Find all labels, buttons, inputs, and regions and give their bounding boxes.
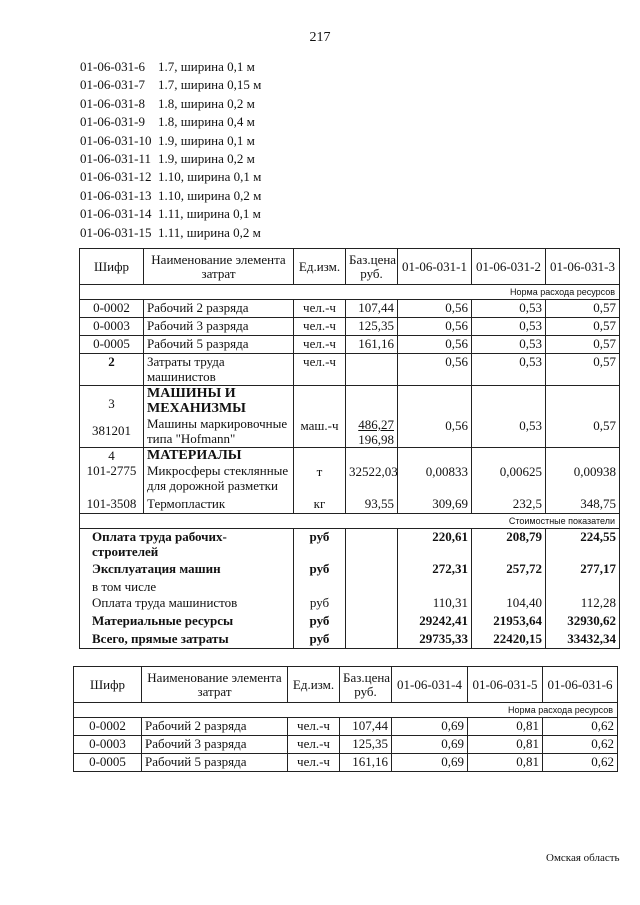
cost-price xyxy=(346,529,398,561)
cell-unit: чел.-ч xyxy=(294,336,346,354)
cell-name: Рабочий 2 разряда xyxy=(144,300,294,318)
code-desc: 1.11, ширина 0,1 м xyxy=(158,206,261,222)
header-name: Наименование элемента затрат xyxy=(142,667,288,703)
header-col-2: 01-06-031-2 xyxy=(472,249,546,285)
cell-value: 0,62 xyxy=(543,736,618,754)
cell-value: 0,57 xyxy=(546,318,620,336)
cost-label: Стоимостные показатели xyxy=(80,514,620,529)
code-desc: 1.10, ширина 0,2 м xyxy=(158,187,262,203)
code-list-item xyxy=(80,95,261,113)
cell-unit: маш.-ч xyxy=(294,386,346,448)
cell-code: 0-0003 xyxy=(80,318,144,336)
cell-value: 0,53 xyxy=(472,300,546,318)
material-code: 101-2775 xyxy=(86,463,137,478)
cell-value: 0,53 xyxy=(472,354,546,386)
cost-value: 208,79 xyxy=(472,529,546,561)
code-desc: 1.8, ширина 0,2 м xyxy=(158,95,255,111)
cell-name: Рабочий 3 разряда xyxy=(142,736,288,754)
cell-value: 0,57 xyxy=(546,354,620,386)
cell-value: 232,5 xyxy=(472,496,546,514)
cell-price: 107,44 xyxy=(346,300,398,318)
code-id: 01-06-031-13 xyxy=(80,187,152,203)
code-desc: 1.7, ширина 0,15 м xyxy=(158,77,262,93)
page-number: 217 xyxy=(309,30,331,45)
header-name: Наименование элемента затрат xyxy=(144,249,294,285)
code-desc: 1.9, ширина 0,2 м xyxy=(158,150,255,166)
cell-code: 2 xyxy=(80,354,144,386)
cell-price: 125,35 xyxy=(340,736,392,754)
cell-unit: чел.-ч xyxy=(288,754,340,772)
machine-code: 381201 xyxy=(92,422,131,438)
cell-value: 0,00938 xyxy=(546,448,620,496)
code-list-item xyxy=(80,113,261,131)
cost-price xyxy=(346,613,398,631)
table-row xyxy=(80,300,620,318)
table-row xyxy=(74,754,618,772)
cost-subheader-row xyxy=(80,514,620,529)
norm-label: Норма расхода ресурсов xyxy=(74,703,618,718)
cell-value: 0,62 xyxy=(543,718,618,736)
cost-name: Всего, прямые затраты xyxy=(80,631,294,649)
cell-unit: чел.-ч xyxy=(294,300,346,318)
cell-value: 0,56 xyxy=(398,318,472,336)
code-id: 01-06-031-14 xyxy=(80,206,152,222)
cell-name: Рабочий 2 разряда xyxy=(142,718,288,736)
cost-value: 21953,64 xyxy=(472,613,546,631)
cell-name xyxy=(144,448,294,496)
code-id: 01-06-031-6 xyxy=(80,59,145,74)
section-number: 3 xyxy=(108,395,115,411)
header-col-1: 01-06-031-4 xyxy=(392,667,468,703)
cost-row xyxy=(80,579,620,595)
cost-value: 29242,41 xyxy=(398,613,472,631)
code-list-item xyxy=(80,58,261,76)
cell-value: 0,56 xyxy=(398,336,472,354)
cell-price: 32522,03 xyxy=(346,448,398,496)
cell-value: 348,75 xyxy=(546,496,620,514)
cost-value: 104,40 xyxy=(472,595,546,613)
cost-row xyxy=(80,595,620,613)
cell-value: 0,62 xyxy=(543,754,618,772)
cost-value: 277,17 xyxy=(546,561,620,579)
cost-value xyxy=(546,579,620,595)
cost-value: 32930,62 xyxy=(546,613,620,631)
cell-value: 0,81 xyxy=(468,718,543,736)
cost-price xyxy=(346,579,398,595)
cell-value: 0,56 xyxy=(398,386,472,448)
code-desc: 1.9, ширина 0,1 м xyxy=(158,132,255,148)
cell-unit: чел.-ч xyxy=(294,354,346,386)
cost-unit: руб xyxy=(294,631,346,649)
table-row xyxy=(80,354,620,386)
code-desc: 1.7, ширина 0,1 м xyxy=(158,59,255,74)
cost-value: 220,61 xyxy=(398,529,472,561)
cost-row xyxy=(80,631,620,649)
table-header-row xyxy=(80,249,620,285)
cell-unit: чел.-ч xyxy=(288,736,340,754)
cost-value: 257,72 xyxy=(472,561,546,579)
header-code: Шифр xyxy=(74,667,142,703)
cost-value: 112,28 xyxy=(546,595,620,613)
cell-code: 101-3508 xyxy=(80,496,144,514)
cell-price xyxy=(346,386,398,448)
cost-price xyxy=(346,595,398,613)
table-row-materials xyxy=(80,448,620,496)
cost-name: Эксплуатация машин xyxy=(80,561,294,579)
table-row-machines xyxy=(80,386,620,448)
cell-name: Затраты труда машинистов xyxy=(144,354,294,386)
code-desc: 1.8, ширина 0,4 м xyxy=(158,114,255,130)
cost-unit: руб xyxy=(294,613,346,631)
cell-value: 0,69 xyxy=(392,754,468,772)
cell-unit: кг xyxy=(294,496,346,514)
cell-code xyxy=(80,448,144,496)
cell-price: 125,35 xyxy=(346,318,398,336)
code-id: 01-06-031-11 xyxy=(80,150,152,166)
resource-table-1 xyxy=(79,248,620,649)
code-list-item xyxy=(80,205,261,223)
cell-price: 93,55 xyxy=(346,496,398,514)
cell-value: 0,56 xyxy=(398,300,472,318)
cost-unit: руб xyxy=(294,595,346,613)
table-row xyxy=(74,718,618,736)
table-row xyxy=(80,496,620,514)
cell-value: 0,53 xyxy=(472,318,546,336)
code-id: 01-06-031-12 xyxy=(80,169,152,185)
cell-unit: чел.-ч xyxy=(288,718,340,736)
code-list-item xyxy=(80,132,261,150)
machine-name: Машины маркировочные типа "Hofmann" xyxy=(147,416,288,446)
cell-code: 0-0002 xyxy=(80,300,144,318)
table-row xyxy=(80,318,620,336)
cell-code xyxy=(80,386,144,448)
code-id: 01-06-031-15 xyxy=(80,224,152,240)
resource-table-2 xyxy=(73,666,618,772)
cell-value: 0,00833 xyxy=(398,448,472,496)
cost-name: Оплата труда машинистов xyxy=(80,595,294,613)
cost-row xyxy=(80,613,620,631)
code-id: 01-06-031-7 xyxy=(80,77,145,93)
code-id: 01-06-031-10 xyxy=(80,132,152,148)
cell-name: Рабочий 5 разряда xyxy=(142,754,288,772)
cost-price xyxy=(346,561,398,579)
cost-value: 29735,33 xyxy=(398,631,472,649)
header-col-3: 01-06-031-6 xyxy=(543,667,618,703)
cell-unit: т xyxy=(294,448,346,496)
cost-unit: руб xyxy=(294,529,346,561)
code-list-item xyxy=(80,76,261,94)
section-number: 4 xyxy=(108,448,115,463)
cell-value: 0,53 xyxy=(472,336,546,354)
header-col-3: 01-06-031-3 xyxy=(546,249,620,285)
machine-price: 486,27 xyxy=(358,417,394,432)
code-id: 01-06-031-8 xyxy=(80,95,145,111)
cost-row xyxy=(80,561,620,579)
header-code: Шифр xyxy=(80,249,144,285)
section-title: МАТЕРИАЛЫ xyxy=(147,448,242,463)
cell-value: 0,53 xyxy=(472,386,546,448)
header-col-2: 01-06-031-5 xyxy=(468,667,543,703)
table-row xyxy=(74,736,618,754)
code-list-item xyxy=(80,150,261,168)
norm-label: Норма расхода ресурсов xyxy=(80,285,620,300)
code-list xyxy=(80,58,261,242)
cell-value: 0,57 xyxy=(546,300,620,318)
cost-unit xyxy=(294,579,346,595)
material-name: Микросферы стеклянные для дорожной разметки xyxy=(147,463,289,493)
cell-name: Рабочий 5 разряда xyxy=(144,336,294,354)
cost-name: Материальные ресурсы xyxy=(80,613,294,631)
machine-price-operator: 196,98 xyxy=(358,432,394,447)
norm-subheader-row xyxy=(80,285,620,300)
cell-value: 0,57 xyxy=(546,386,620,448)
cell-code: 0-0005 xyxy=(80,336,144,354)
section-title: МАШИНЫ И МЕХАНИЗМЫ xyxy=(147,386,246,416)
cost-value: 33432,34 xyxy=(546,631,620,649)
cell-value: 0,69 xyxy=(392,718,468,736)
header-col-1: 01-06-031-1 xyxy=(398,249,472,285)
table-header-row xyxy=(74,667,618,703)
cell-name xyxy=(144,386,294,448)
cell-value: 0,00625 xyxy=(472,448,546,496)
cell-unit: чел.-ч xyxy=(294,318,346,336)
cost-value: 110,31 xyxy=(398,595,472,613)
header-price: Баз.цена руб. xyxy=(340,667,392,703)
cell-price: 107,44 xyxy=(340,718,392,736)
cost-value: 224,55 xyxy=(546,529,620,561)
code-desc: 1.10, ширина 0,1 м xyxy=(158,169,262,185)
cell-code: 0-0002 xyxy=(74,718,142,736)
cost-value: 22420,15 xyxy=(472,631,546,649)
cell-value: 0,69 xyxy=(392,736,468,754)
code-list-item xyxy=(80,224,261,242)
cost-price xyxy=(346,631,398,649)
cell-value: 0,57 xyxy=(546,336,620,354)
cell-name: Рабочий 3 разряда xyxy=(144,318,294,336)
cell-code: 0-0005 xyxy=(74,754,142,772)
cost-name: Оплата труда рабочих-строителей xyxy=(80,529,294,561)
cost-row xyxy=(80,529,620,561)
cell-value: 0,81 xyxy=(468,754,543,772)
table-row xyxy=(80,336,620,354)
code-list-item xyxy=(80,187,261,205)
cell-name: Термопластик xyxy=(144,496,294,514)
code-id: 01-06-031-9 xyxy=(80,114,145,130)
header-unit: Ед.изм. xyxy=(288,667,340,703)
cell-value: 309,69 xyxy=(398,496,472,514)
header-unit: Ед.изм. xyxy=(294,249,346,285)
region-footer: Омская область xyxy=(546,852,620,864)
cell-price xyxy=(346,354,398,386)
cost-name: в том числе xyxy=(80,579,294,595)
norm-subheader-row xyxy=(74,703,618,718)
cell-value: 0,56 xyxy=(398,354,472,386)
cell-code: 0-0003 xyxy=(74,736,142,754)
cost-value: 272,31 xyxy=(398,561,472,579)
code-desc: 1.11, ширина 0,2 м xyxy=(158,224,261,240)
header-price: Баз.цена руб. xyxy=(346,249,398,285)
cell-price: 161,16 xyxy=(346,336,398,354)
cost-value xyxy=(398,579,472,595)
cell-value: 0,81 xyxy=(468,736,543,754)
cost-value xyxy=(472,579,546,595)
code-list-item xyxy=(80,168,261,186)
cell-price: 161,16 xyxy=(340,754,392,772)
cost-unit: руб xyxy=(294,561,346,579)
